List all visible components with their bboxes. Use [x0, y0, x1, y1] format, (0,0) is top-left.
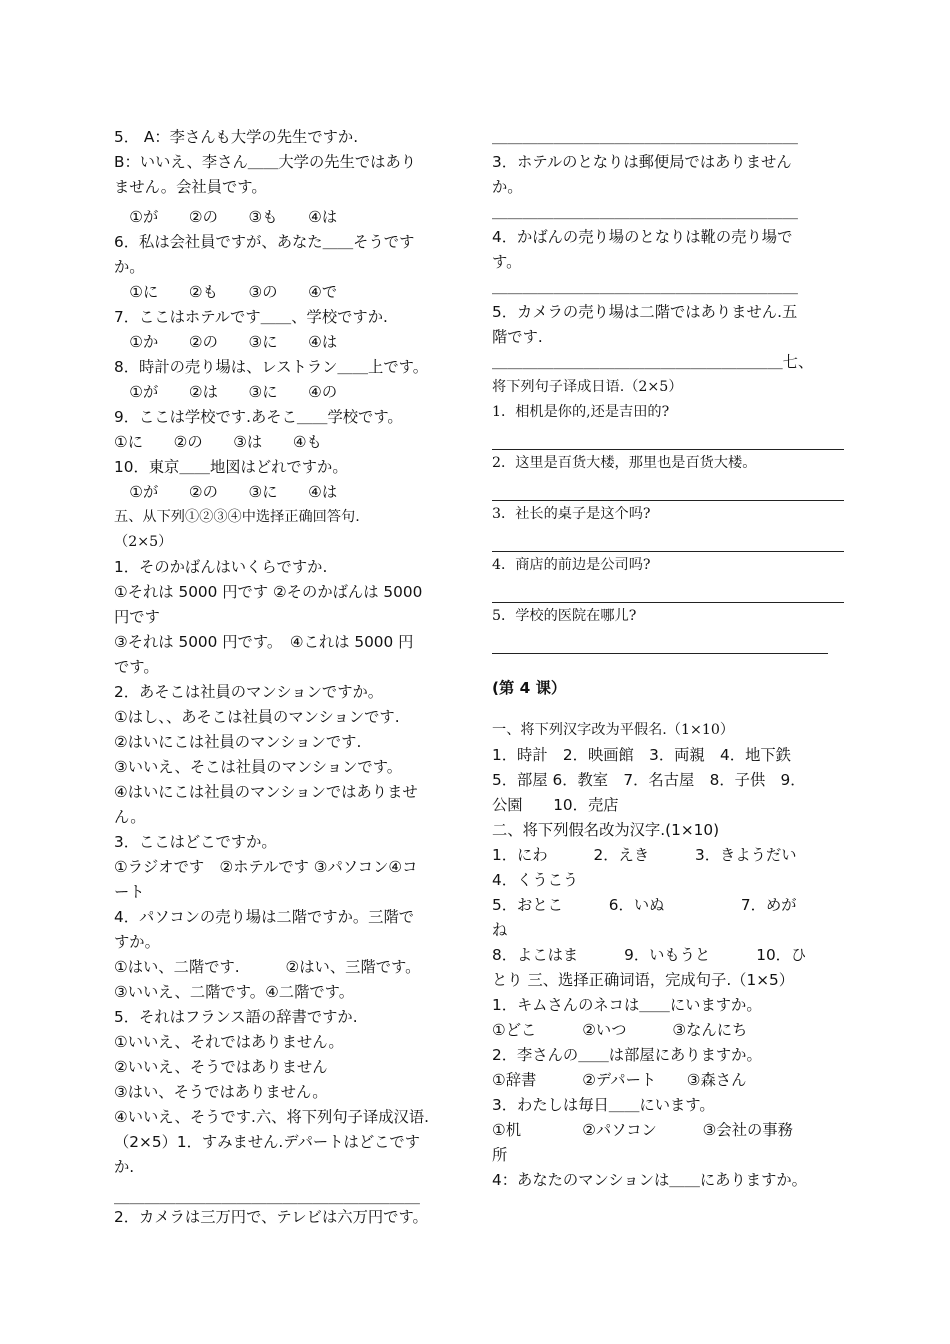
- lesson-4-s3-question-1-options: ①どこ ②いつ ③なんにち: [492, 1021, 748, 1039]
- section-7-question-3: 3．社长的桌子是这个吗?: [492, 506, 651, 522]
- s5-question-5-option-1: ①いいえ、それではありません。: [114, 1033, 344, 1051]
- section-6-question-5-cont: 階です.: [492, 328, 543, 346]
- lesson-4-s3-question-1: 1．キムさんのネコは＿＿にいますか。: [492, 996, 762, 1014]
- s5-question-4-options-b: ③いいえ、二階です。④二階です。: [114, 983, 355, 1001]
- s5-question-5-option-2: ②いいえ、そうではありません: [114, 1058, 328, 1076]
- s5-question-2-option-4-cont: ん。: [114, 808, 146, 826]
- question-6-line-2: か。: [114, 258, 145, 276]
- section-6-question-5: 5．カメラの売り場は二階ではありません.五: [492, 303, 798, 321]
- section-7-heading: ＿＿＿＿＿＿＿＿＿＿＿＿＿＿＿＿＿＿＿七、: [492, 353, 814, 371]
- s5-question-2-option-3: ③いいえ、そこは社員のマンションです。: [114, 758, 403, 776]
- section-6-question-4: 4．かばんの売り場のとなりは靴の売り場で: [492, 228, 793, 246]
- lesson-4-section-1-heading: 一、将下列汉字改为平假名.（1×10）: [492, 722, 735, 738]
- s5-question-5-option-4: ④いいえ、そうです.六、将下列句子译成汉语.: [114, 1108, 429, 1126]
- lesson-4-s3-question-3: 3．わたしは毎日＿＿にいます。: [492, 1096, 715, 1114]
- lesson-4-section-3-heading: とり 三、选择正确词语，完成句子.（1×5）: [492, 971, 795, 989]
- s5-question-3-options: ①ラジオです ②ホテルです ③パソコン④コ: [114, 858, 418, 876]
- question-7-options: ①か ②の ③に ④は: [114, 333, 338, 351]
- question-6-options: ①に ②も ③の ④で: [114, 283, 338, 301]
- lesson-4-s2-items-c: 5．おとこ 6．いぬ 7．めが: [492, 896, 797, 914]
- lesson-4-s2-items-a: 1．にわ 2．えき 3．きようだい: [492, 846, 797, 864]
- answer-line: [492, 629, 828, 654]
- question-5-line-3: ません。会社員です。: [114, 178, 267, 196]
- s5-question-2: 2．あそこは社員のマンションですか。: [114, 683, 384, 701]
- lesson-4-s3-question-3-options: ①机 ②パソコン ③会社の事務: [492, 1121, 793, 1139]
- s5-question-1: 1．そのかばんはいくらですか.: [114, 558, 328, 576]
- answer-line: [492, 425, 844, 450]
- section-7-heading-cont: 将下列句子译成日语.（2×5）: [492, 379, 683, 395]
- section-5-heading: 五、从下列①②③④中选择正确回答句.: [114, 509, 360, 525]
- lesson-4-s1-items-a: 1．時計 2．映画館 3．両親 4．地下鉄: [492, 746, 791, 764]
- answer-line: [492, 578, 844, 603]
- lesson-4-section-2-heading: 二、将下列假名改为汉字.(1×10): [492, 821, 720, 839]
- s5-question-1-options-d: です。: [114, 658, 159, 676]
- question-6: 6．私は会社員ですが、あなた＿＿そうです: [114, 233, 415, 251]
- lesson-4-s2-items-d: 8．よこはま 9．いもうと 10．ひ: [492, 946, 807, 964]
- lesson-4-s3-question-2-options: ①辞書 ②デパート ③森さん: [492, 1071, 747, 1089]
- answer-blank: ＿＿＿＿＿＿＿＿＿＿＿＿＿＿＿＿＿＿＿＿: [492, 203, 798, 221]
- s5-question-2-option-4: ④はいにこは社員のマンションではありませ: [114, 783, 418, 801]
- section-7-question-1: 1．相机是你的,还是吉田的?: [492, 404, 670, 420]
- s5-question-2-option-1: ①はし、、あそこは社員のマンションです.: [114, 708, 400, 726]
- lesson-4-s2-items-b: 4．くうこう: [492, 871, 579, 889]
- section-7-question-5: 5．学校的医院在哪儿?: [492, 608, 637, 624]
- section-6-question-1: （2×5）1．すみません.デパートはどこです: [114, 1133, 421, 1151]
- question-5-line-2: B：いいえ、李さん＿＿大学の先生ではあり: [114, 153, 417, 171]
- question-8-options: ①が ②は ③に ④の: [114, 383, 338, 401]
- answer-line: [492, 476, 844, 501]
- lesson-4-s3-question-3-options-cont: 所: [492, 1146, 508, 1164]
- question-5-options: ①が ②の ③も ④は: [114, 208, 338, 226]
- section-7-question-2: 2．这里是百货大楼，那里也是百货大楼。: [492, 455, 757, 471]
- s5-question-1-options-a: ①それは 5000 円です ②そのかばんは 5000: [114, 583, 423, 601]
- s5-question-3: 3．ここはどこですか。: [114, 833, 277, 851]
- section-6-question-3: 3．ホテルのとなりは郵便局ではありません: [492, 153, 792, 171]
- s5-question-4-options-a: ①はい、二階です. ②はい、三階です。: [114, 958, 421, 976]
- s5-question-3-options-cont: ート: [114, 883, 145, 901]
- answer-blank: ＿＿＿＿＿＿＿＿＿＿＿＿＿＿＿＿＿＿＿＿: [114, 1188, 420, 1205]
- left-column: [114, 125, 464, 1230]
- s5-question-5: 5．それはフランス語の辞書ですか.: [114, 1008, 358, 1026]
- section-6-question-2: 2．カメラは三万円で、テレビは六万円です。: [114, 1208, 428, 1226]
- question-8: 8．時計の売り場は、レストラン＿＿上です。: [114, 358, 428, 376]
- section-6-question-3-cont: か。: [492, 178, 523, 196]
- s5-question-4: 4．パソコンの売り場は二階ですか。三階で: [114, 908, 415, 926]
- answer-line: [492, 527, 844, 552]
- lesson-4-s3-question-2: 2．李さんの＿＿は部屋にありますか。: [492, 1046, 762, 1064]
- s5-question-1-options-c: ③それは 5000 円です。 ④これは 5000 円: [114, 633, 414, 651]
- question-9-options: ①に ②の ③は ④も: [114, 433, 322, 451]
- answer-blank: ＿＿＿＿＿＿＿＿＿＿＿＿＿＿＿＿＿＿＿＿: [492, 278, 798, 296]
- question-9: 9．ここは学校です.あそこ＿＿学校です。: [114, 408, 403, 426]
- answer-blank: ＿＿＿＿＿＿＿＿＿＿＿＿＿＿＿＿＿＿＿＿: [492, 128, 798, 146]
- section-5-score: （2×5）: [114, 534, 173, 550]
- s5-question-1-options-b: 円です: [114, 608, 160, 626]
- question-10: 10．東京＿＿地図はどれですか。: [114, 458, 348, 476]
- lesson-4-heading: (第 4 课）: [492, 679, 567, 697]
- lesson-4-s3-question-4: 4：あなたのマンションは＿＿にありますか。: [492, 1171, 807, 1189]
- s5-question-4-cont: すか。: [114, 933, 160, 951]
- question-10-options: ①が ②の ③に ④は: [114, 483, 338, 501]
- question-5: 5． A：李さんも大学の先生ですか.: [114, 128, 359, 146]
- right-column: [492, 125, 844, 1193]
- section-7-question-4: 4．商店的前边是公司吗?: [492, 557, 651, 573]
- lesson-4-s1-items-c: 公園 10．売店: [492, 796, 619, 814]
- question-7: 7．ここはホテルです＿＿、学校ですか.: [114, 308, 388, 326]
- section-6-question-4-cont: す。: [492, 253, 522, 271]
- lesson-4-s1-items-b: 5．部屋 6．教室 7．名古屋 8．子供 9．: [492, 771, 806, 789]
- s5-question-2-option-2: ②はいにこは社員のマンションです.: [114, 733, 362, 751]
- s5-question-5-option-3: ③はい、そうではありません。: [114, 1083, 328, 1101]
- lesson-4-s2-items-c-cont: ね: [492, 921, 508, 939]
- section-6-question-1-cont: か.: [114, 1158, 135, 1176]
